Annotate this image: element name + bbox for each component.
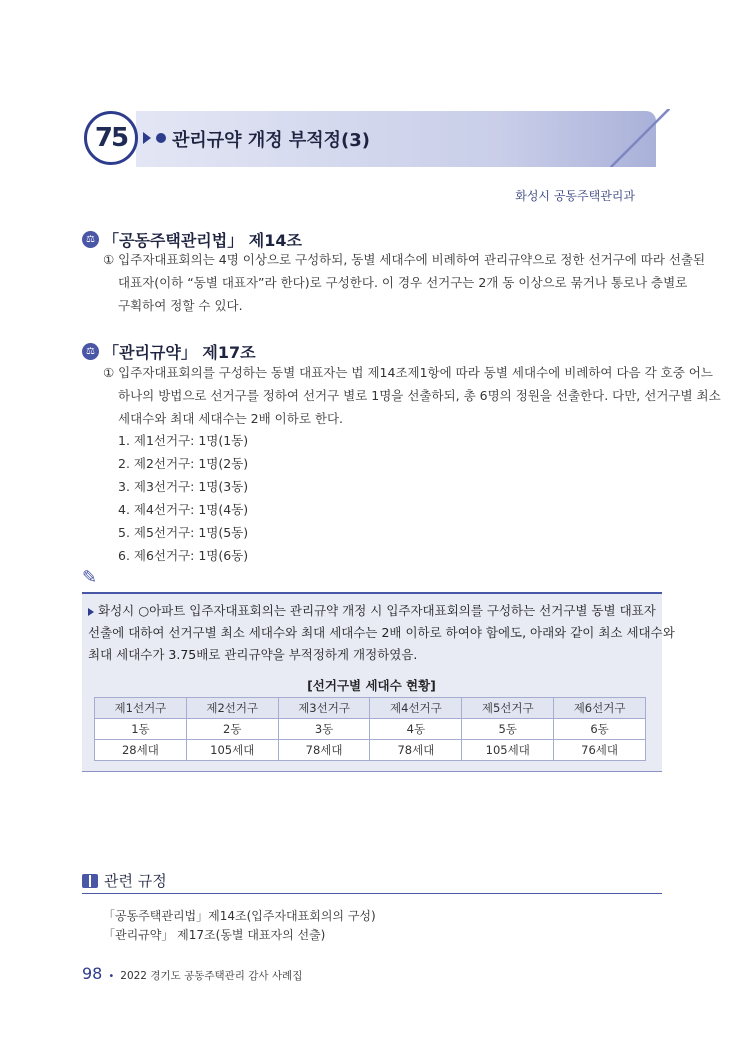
table-cell: 78세대 — [370, 740, 462, 761]
table-header-cell: 제2선거구 — [186, 698, 278, 719]
related-item: 「공동주택관리법」제14조(입주자대표회의의 구성) — [103, 909, 376, 923]
table-header-row — [95, 698, 646, 719]
table-row — [95, 740, 646, 761]
related-heading — [82, 870, 167, 891]
list-item: 6. 제6선거구: 1명(6동) — [118, 548, 249, 563]
table-cell: 3동 — [278, 719, 370, 740]
table-title: [선거구별 세대수 현황] — [307, 678, 436, 693]
book-icon — [82, 874, 98, 888]
page-title: 관리규약 개정 부적정(3) — [172, 130, 371, 151]
page-footer — [82, 964, 302, 983]
list-item: 2. 제2선거구: 1명(2동) — [118, 456, 249, 471]
list-item: 4. 제4선거구: 1명(4동) — [118, 502, 249, 517]
table-cell: 105세대 — [462, 740, 554, 761]
list-item: 5. 제5선거구: 1명(5동) — [118, 525, 249, 540]
section-heading-rule17 — [82, 340, 256, 363]
table-row — [95, 719, 646, 740]
table-cell: 5동 — [462, 719, 554, 740]
pointer-icon — [88, 608, 94, 616]
text-line — [88, 600, 654, 622]
law-icon: ⚖ — [82, 231, 99, 248]
bullet-dot-icon — [156, 133, 166, 143]
arrow-icon — [143, 132, 151, 144]
memo-pencil-icon: ✎ — [82, 567, 98, 588]
text-line: ① 입주자대표회의를 구성하는 동별 대표자는 법 제14조제1항에 따라 동별 세대수에 비례하여 다음 각 호중 어느 — [103, 365, 713, 380]
text-line: ① 입주자대표회의는 4명 이상으로 구성하되, 동별 세대수에 비례하여 관리규약으로 정한 선거구에 따라 선출된 — [103, 252, 706, 267]
table-header-cell: 제1선거구 — [95, 698, 187, 719]
table-header-cell: 제3선거구 — [278, 698, 370, 719]
case-number: 75 — [84, 111, 138, 165]
text-line: 최대 세대수가 3.75배로 관리규약을 부적정하게 개정하였음. — [88, 647, 418, 662]
page-number: 98 — [82, 964, 103, 983]
section1-text — [103, 248, 705, 317]
law-icon: ⚖ — [82, 343, 99, 360]
text-line: 세대수와 최대 세대수는 2배 이하로 한다. — [118, 411, 343, 426]
text-line: 구획하여 정할 수 있다. — [118, 298, 243, 313]
section-title: 「공동주택관리법」 제14조 — [103, 231, 302, 250]
department: 화성시 공동주택관리과 — [515, 189, 635, 203]
table-cell: 76세대 — [554, 740, 646, 761]
section-title: 「관리규약」 제17조 — [103, 343, 256, 362]
header-banner — [84, 109, 664, 169]
related-title: 관련 규정 — [104, 872, 167, 890]
table-cell: 105세대 — [186, 740, 278, 761]
divider — [82, 893, 662, 894]
district-table — [94, 697, 646, 761]
text-line: 대표자(이하 “동별 대표자”라 한다)로 구성한다. 이 경우 선거구는 2개 동 이상으로 묶거나 통로나 층별로 — [118, 275, 688, 290]
table-cell: 6동 — [554, 719, 646, 740]
banner-diagonal — [610, 109, 670, 167]
table-header-cell: 제4선거구 — [370, 698, 462, 719]
table-cell: 2동 — [186, 719, 278, 740]
table-header-cell: 제6선거구 — [554, 698, 646, 719]
footer-text: 2022 경기도 공동주택관리 감사 사례집 — [120, 970, 303, 982]
table-cell: 1동 — [95, 719, 187, 740]
footer-bullet: • — [108, 971, 115, 982]
case-text — [88, 600, 675, 666]
table-cell: 78세대 — [278, 740, 370, 761]
case-line: 화성시 ○아파트 입주자대표회의는 관리규약 개정 시 입주자대표회의를 구성하는 선거구별 동별 대표자 — [98, 603, 656, 618]
table-cell: 4동 — [370, 719, 462, 740]
text-line: 선출에 대하여 선거구별 최소 세대수와 최대 세대수는 2배 이하로 하여야 함에도, 아래와 같이 최소 세대수와 — [88, 625, 675, 640]
section2-text — [103, 361, 721, 430]
list-item: 1. 제1선거구: 1명(1동) — [118, 433, 249, 448]
table-cell: 28세대 — [95, 740, 187, 761]
table-header-cell: 제5선거구 — [462, 698, 554, 719]
related-item: 「관리규약」 제17조(동별 대표자의 선출) — [103, 928, 326, 942]
list-item: 3. 제3선거구: 1명(3동) — [118, 479, 249, 494]
text-line: 하나의 방법으로 선거구를 정하여 선거구 별로 1명을 선출하되, 총 6명의 정원을 선출한다. 다만, 선거구별 최소 — [118, 388, 721, 403]
